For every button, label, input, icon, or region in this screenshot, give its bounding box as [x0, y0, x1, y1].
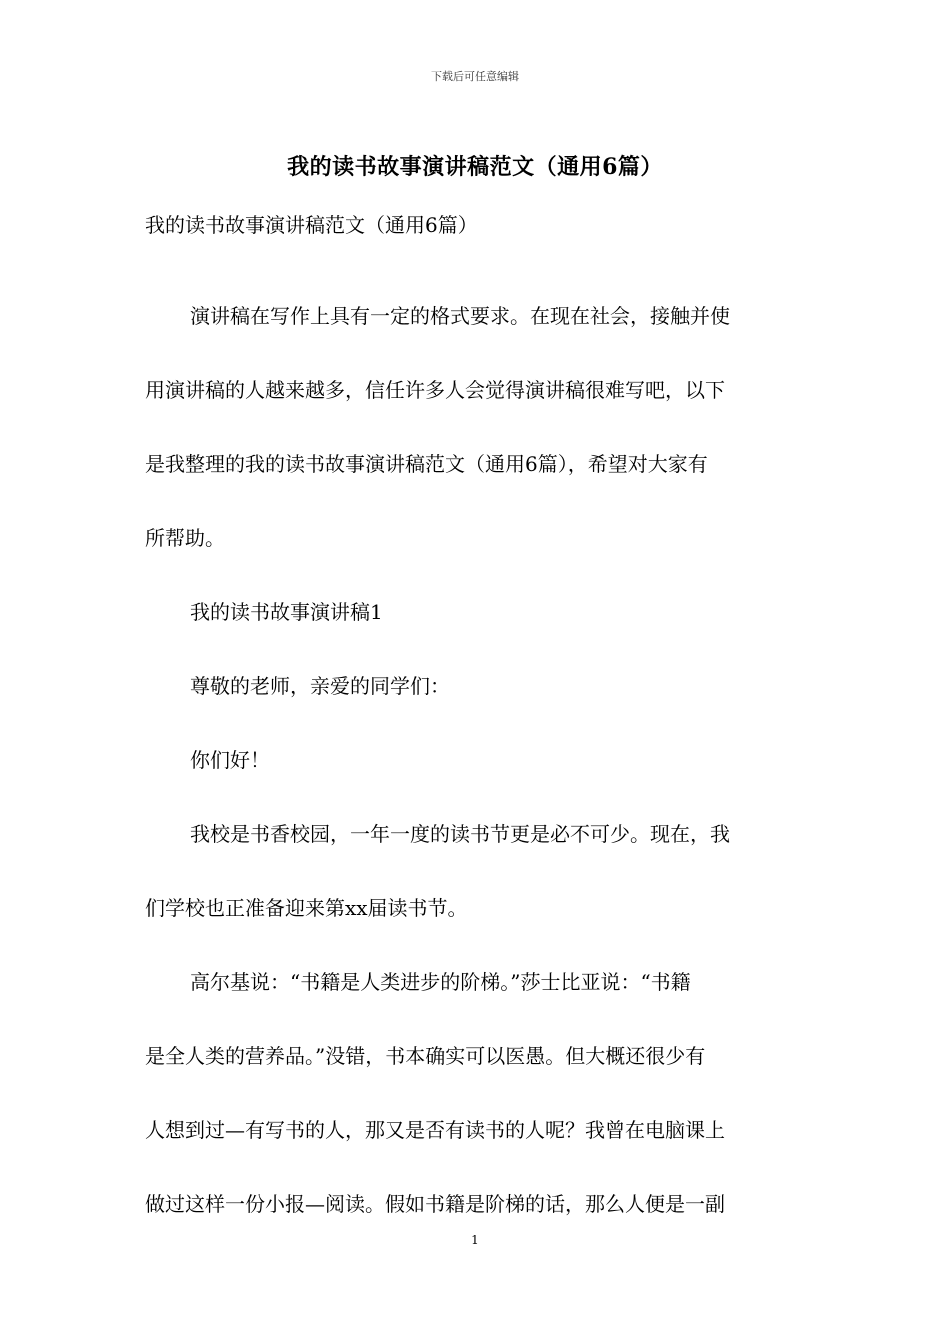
- body-line: 所帮助。: [145, 526, 225, 550]
- greeting: 你们好！: [190, 748, 270, 772]
- body-line: 高尔基说：“书籍是人类进步的阶梯。”莎士比亚说：“书籍: [190, 970, 691, 994]
- header-note: 下载后可任意编辑: [431, 70, 519, 83]
- body-line: 人想到过—有写书的人，那又是否有读书的人呢？我曾在电脑课上: [145, 1118, 725, 1142]
- body-line: 演讲稿在写作上具有一定的格式要求。在现在社会，接触并使: [190, 304, 730, 328]
- body-line: 我校是书香校园，一年一度的读书节更是必不可少。现在，我: [190, 822, 730, 846]
- body-line: 是全人类的营养品。”没错，书本确实可以医愚。但大概还很少有: [145, 1044, 706, 1068]
- section-heading: 我的读书故事演讲稿1: [190, 600, 383, 624]
- body-line: 是我整理的我的读书故事演讲稿范文（通用6篇），希望对大家有: [145, 452, 708, 476]
- body-line: 做过这样一份小报—阅读。假如书籍是阶梯的话，那么人便是一副: [145, 1192, 725, 1216]
- page-number: 1: [471, 1233, 479, 1247]
- salutation: 尊敬的老师，亲爱的同学们：: [190, 674, 450, 698]
- document-subtitle: 我的读书故事演讲稿范文（通用6篇）: [145, 213, 478, 237]
- document-title: 我的读书故事演讲稿范文（通用6篇）: [287, 154, 663, 180]
- body-line: 用演讲稿的人越来越多，信任许多人会觉得演讲稿很难写吧，以下: [145, 378, 725, 402]
- body-line: 们学校也正准备迎来第xx届读书节。: [145, 896, 468, 920]
- document-body: [145, 205, 805, 1241]
